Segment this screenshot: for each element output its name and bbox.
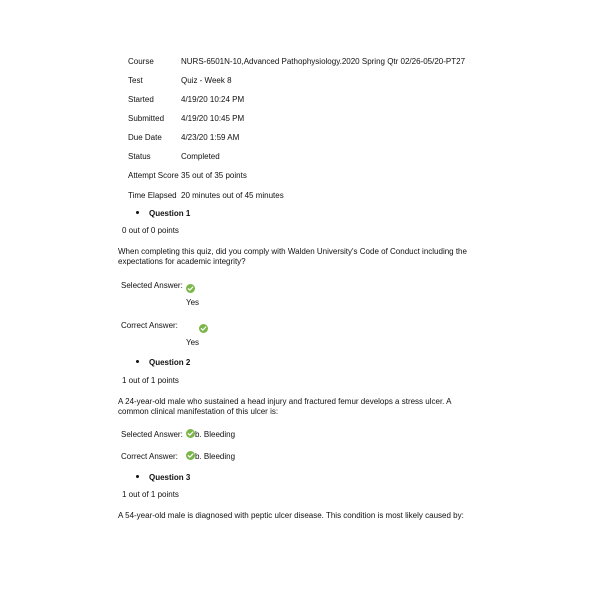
question-2-selected-value: b. Bleeding: [195, 430, 236, 439]
question-1-points: 0 out of 0 points: [122, 226, 179, 235]
question-2-selected-label: Selected Answer:: [121, 430, 183, 439]
info-label-started: Started: [128, 95, 154, 104]
question-3-text: A 54-year-old male is diagnosed with peptic ulcer disease. This condition is most likely caused by:: [118, 511, 464, 520]
check-circle-icon: [186, 429, 195, 438]
question-2-correct-answer: [186, 452, 235, 462]
info-value-attempt-score: 35 out of 35 points: [181, 171, 247, 180]
question-1-selected-value: Yes: [186, 298, 200, 307]
question-2-text: A 24-year-old male who sustained a head injury and fractured femur develops a stress ulcer. A common clinical manifestation of this ulcer is:: [118, 397, 452, 416]
question-1-heading: Question 1: [136, 209, 190, 219]
info-value-started: 4/19/20 10:24 PM: [181, 95, 245, 104]
info-value-status: Completed: [181, 152, 220, 161]
info-label-course: Course: [128, 57, 154, 66]
question-2-heading: Question 2: [136, 358, 190, 368]
check-circle-icon: [186, 284, 195, 293]
question-1-correct-value: Yes: [186, 338, 200, 347]
bullet-icon: [136, 211, 139, 214]
question-2-points: 1 out of 1 points: [122, 376, 179, 385]
bullet-icon: [136, 360, 139, 363]
info-label-test: Test: [128, 76, 143, 85]
info-label-due-date: Due Date: [128, 133, 162, 142]
question-1-correct-label: Correct Answer:: [121, 321, 178, 330]
info-value-course: NURS-6501N-10,Advanced Pathophysiology.2020 Spring Qtr 02/26-05/20-PT27: [181, 57, 466, 66]
question-2-selected-answer: [186, 430, 235, 440]
question-2-correct-label: Correct Answer:: [121, 452, 178, 461]
check-circle-icon: [199, 324, 208, 333]
check-circle-icon: [186, 451, 195, 460]
info-label-submitted: Submitted: [128, 114, 165, 123]
question-1-selected-label: Selected Answer:: [121, 281, 183, 290]
question-2-correct-value: b. Bleeding: [195, 452, 236, 461]
info-label-attempt-score: Attempt Score: [128, 171, 179, 180]
question-3-heading: Question 3: [136, 473, 190, 483]
question-1-text: When completing this quiz, did you comply with Walden University's Code of Conduct including the expectations for academic integrity?: [118, 247, 467, 266]
bullet-icon: [136, 475, 139, 478]
info-value-time-elapsed: 20 minutes out of 45 minutes: [181, 191, 284, 200]
info-label-status: Status: [128, 152, 151, 161]
info-value-submitted: 4/19/20 10:45 PM: [181, 114, 245, 123]
info-label-time-elapsed: Time Elapsed: [128, 191, 177, 200]
info-value-test: Quiz - Week 8: [181, 76, 232, 85]
question-3-points: 1 out of 1 points: [122, 490, 179, 499]
info-value-due-date: 4/23/20 1:59 AM: [181, 133, 240, 142]
